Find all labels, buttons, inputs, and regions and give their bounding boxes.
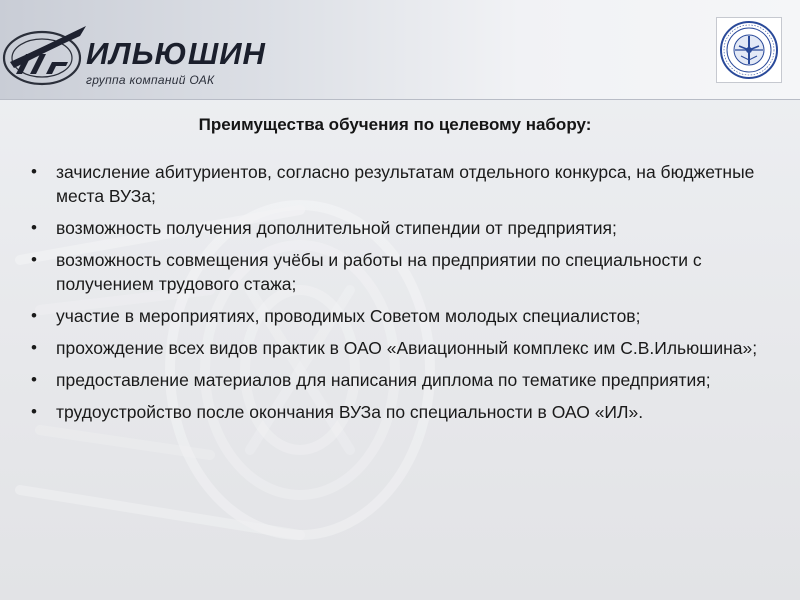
list-item xyxy=(28,304,768,328)
list-item-text: зачисление абитуриентов, согласно результатам отдельного конкурса, на бюджетные места ВУЗа; xyxy=(56,162,755,206)
university-seal-icon xyxy=(719,20,779,80)
company-logo xyxy=(2,18,266,90)
list-item-text: возможность совмещения учёбы и работы на предприятии по специальности с получением трудового стажа; xyxy=(56,250,702,294)
list-item-text: прохождение всех видов практик в ОАО «Авиационный комплекс им С.В.Ильюшина»; xyxy=(56,338,758,358)
list-item xyxy=(28,336,768,360)
bullet-icon: • xyxy=(31,338,37,357)
list-item-text: участие в мероприятиях, проводимых Советом молодых специалистов; xyxy=(56,306,641,326)
slide-title-text: Преимущества обучения по целевому набору: xyxy=(198,115,592,134)
header-divider xyxy=(0,99,800,100)
logo-subtitle: группа компаний ОАК xyxy=(86,73,215,87)
bullet-icon: • xyxy=(31,218,37,237)
ilyushin-wings-icon xyxy=(2,18,88,90)
list-item xyxy=(28,160,768,208)
bullet-icon: • xyxy=(31,162,37,181)
list-item xyxy=(28,216,768,240)
bullet-icon: • xyxy=(31,250,37,269)
benefits-list xyxy=(28,160,768,432)
slide-title xyxy=(0,115,800,135)
bullet-icon: • xyxy=(31,306,37,325)
list-item xyxy=(28,368,768,392)
list-item-text: возможность получения дополнительной стипендии от предприятия; xyxy=(56,218,617,238)
bullet-icon: • xyxy=(31,402,37,421)
bullet-icon: • xyxy=(31,370,37,389)
list-item-text: предоставление материалов для написания диплома по тематике предприятия; xyxy=(56,370,711,390)
list-item-text: трудоустройство после окончания ВУЗа по специальности в ОАО «ИЛ». xyxy=(56,402,644,422)
university-seal xyxy=(716,17,782,83)
logo-name: ИЛЬЮШИН xyxy=(86,36,266,71)
list-item xyxy=(28,248,768,296)
list-item xyxy=(28,400,768,424)
